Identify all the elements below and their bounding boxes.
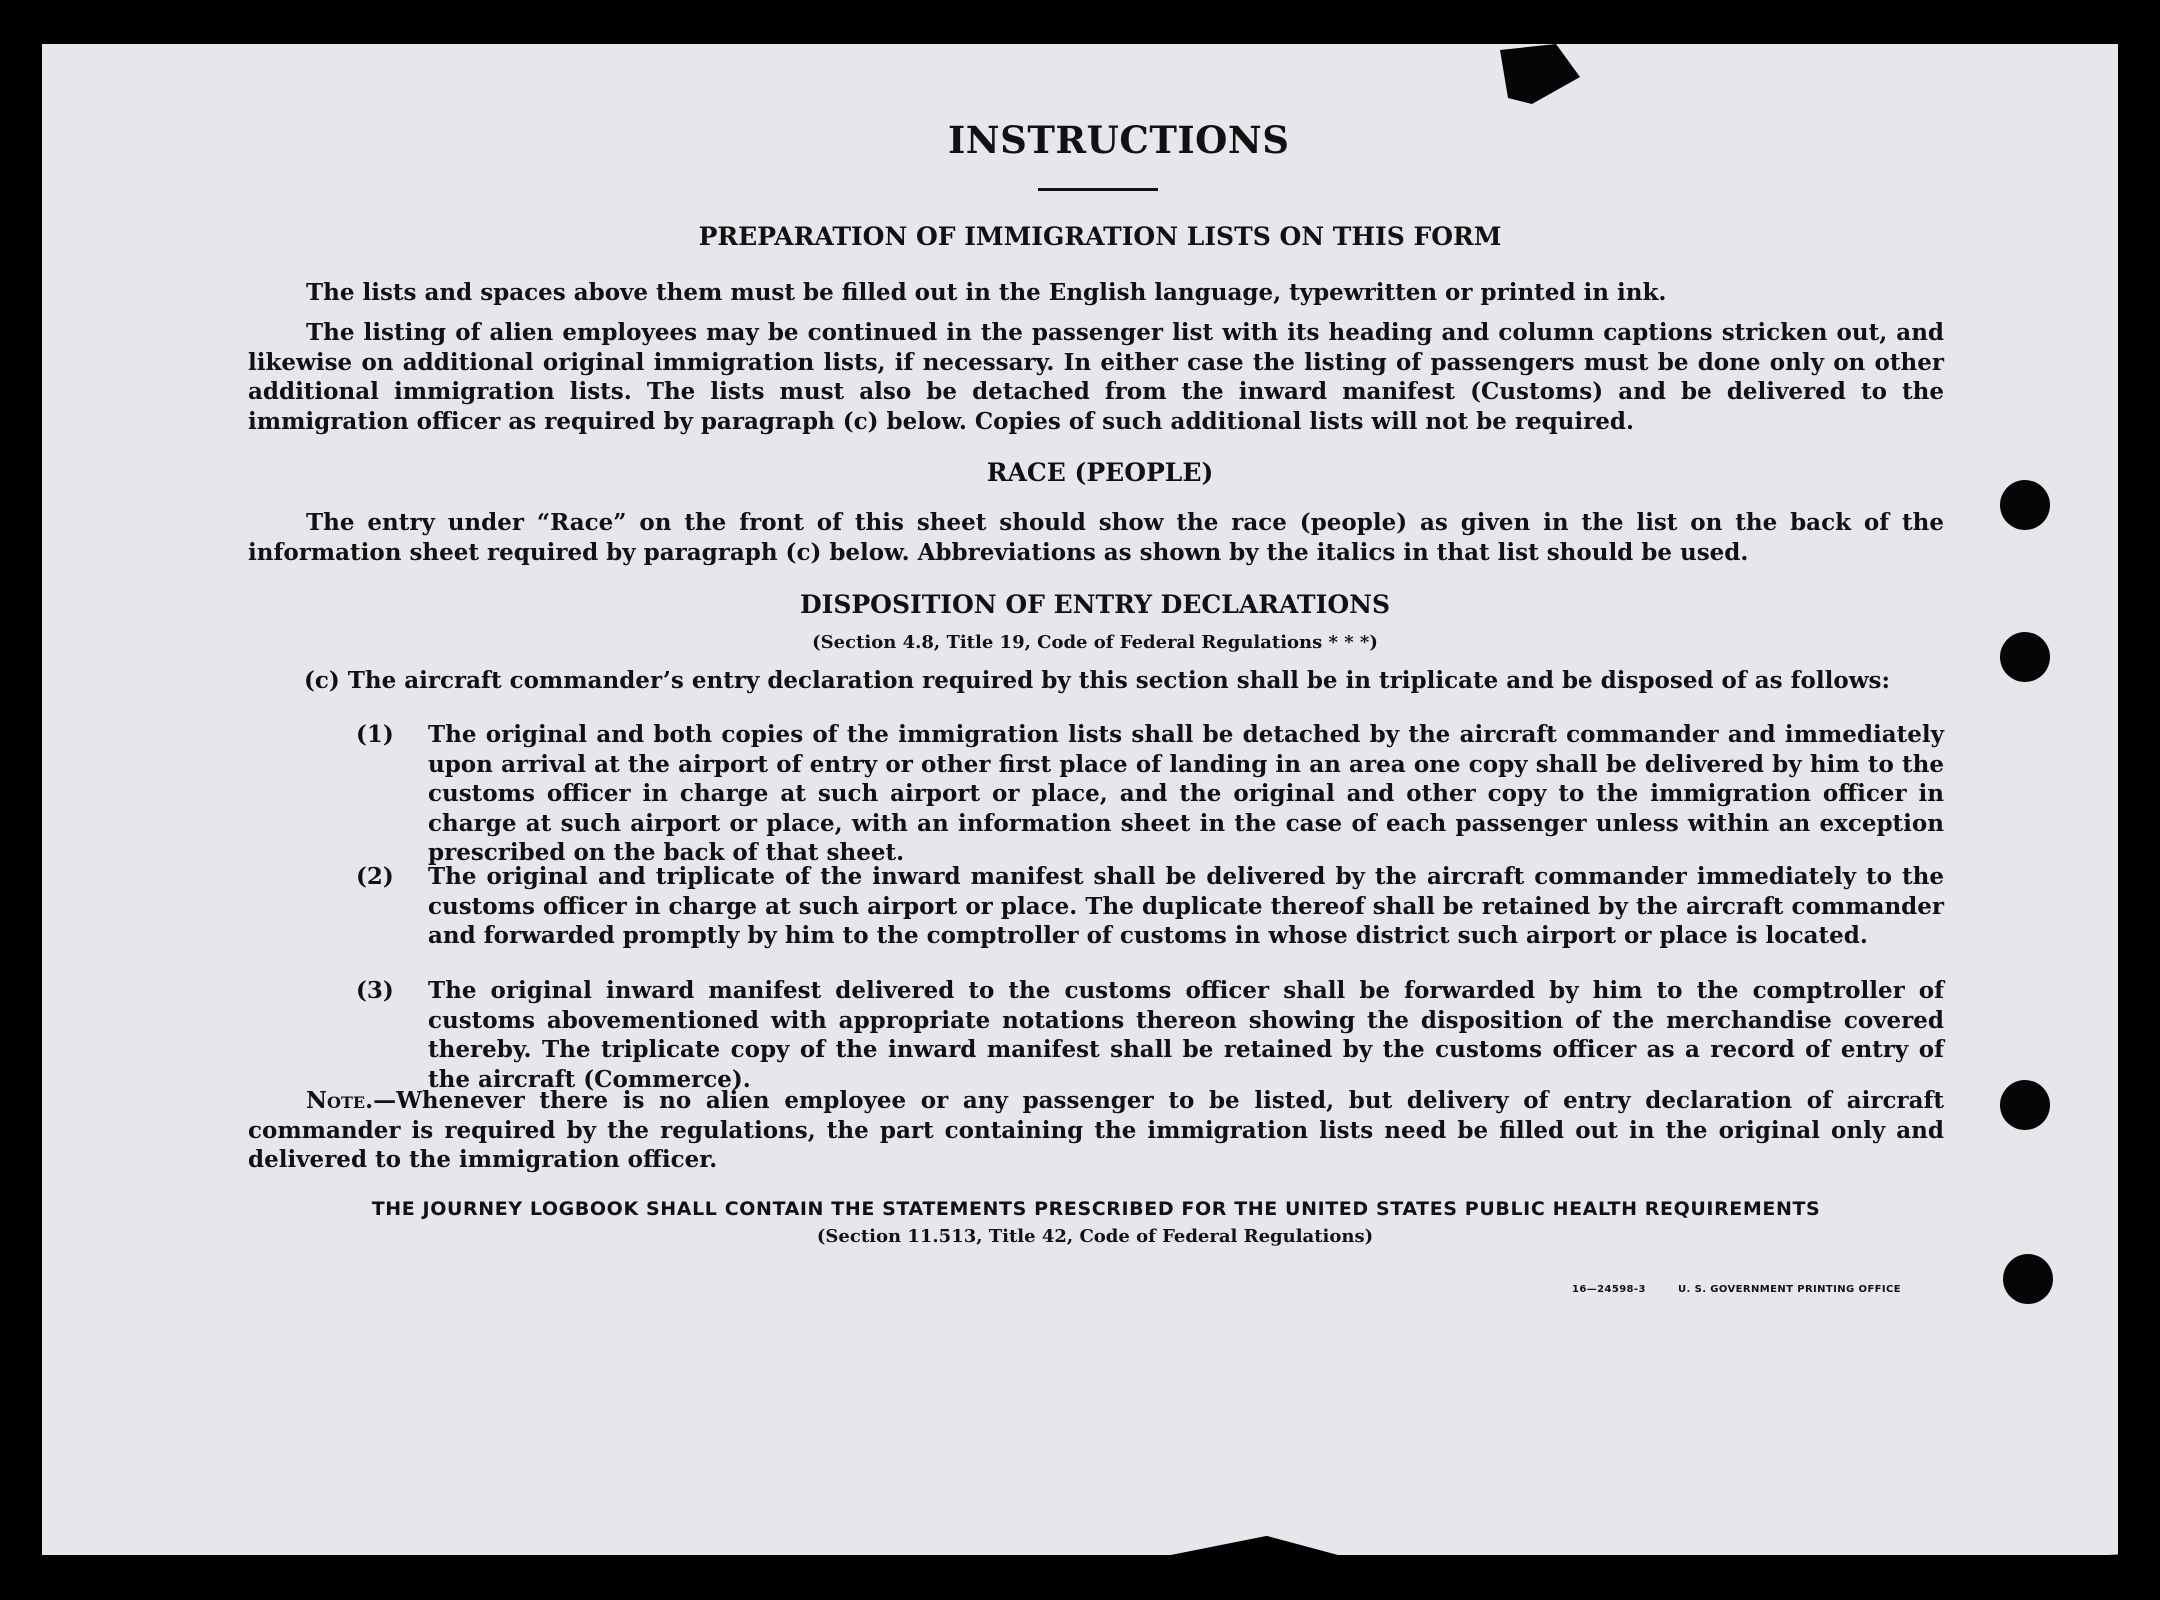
printer-imprint: U. S. GOVERNMENT PRINTING OFFICE <box>1678 1284 1901 1295</box>
prep-heading: PREPARATION OF IMMIGRATION LISTS ON THIS FORM <box>698 222 1502 251</box>
item-number: (3) <box>356 977 394 1004</box>
item-text: The original and both copies of the immigration lists shall be detached by the aircraft commander and immediately upon arrival at the airport of entry or other first place of landing in an area one copy shall be delivered by him to the customs officer in charge at such airport or place, and the original and other copy to the immigration officer in charge at such airport or place, with an information sheet in the case of each passenger unless within an exception prescribed on the back of that sheet. <box>428 721 1944 866</box>
page-title: INSTRUCTIONS <box>948 118 1290 162</box>
disposition-c-label: (c) <box>304 667 340 694</box>
item-text: The original and triplicate of the inward manifest shall be delivered by the aircraft commander immediately to the customs officer in charge at such airport or place. The duplicate thereof shall be retained by the aircraft commander and forwarded promptly by him to the comptroller of customs in whose district such airport or place is located. <box>428 863 1944 949</box>
disposition-reference: (Section 4.8, Title 19, Code of Federal Regulations * * *) <box>812 632 1378 653</box>
logbook-statement: THE JOURNEY LOGBOOK SHALL CONTAIN THE STATEMENTS PRESCRIBED FOR THE UNITED STATES PUBLIC HEALTH REQUIREMENTS <box>371 1198 1821 1220</box>
race-paragraph: The entry under “Race” on the front of this sheet should show the race (people) as given in the list on the back of the information sheet required by paragraph (c) below. Abbreviations as shown by the italics in that list should be used. <box>248 509 1944 566</box>
prep-paragraph-2: The listing of alien employees may be continued in the passenger list with its heading and column captions stricken out, and likewise on additional original immigration lists, if necessary. In either case the listing of passengers must be done only on other additional immigration lists. The lists must also be detached from the inward manifest (Customs) and be delivered to the immigration officer as required by paragraph (c) below. Copies of such additional lists will not be required. <box>248 319 1944 435</box>
note-lead: Note. <box>306 1087 374 1114</box>
disposition-c <box>304 666 1944 696</box>
logbook-reference: (Section 11.513, Title 42, Code of Federal Regulations) <box>816 1226 1374 1247</box>
item-number: (1) <box>356 721 394 748</box>
list-item <box>356 976 1944 1094</box>
list-item <box>356 862 1944 951</box>
disposition-c-text: The aircraft commander’s entry declaration required by this section shall be in triplicate and be disposed of as follows: <box>347 667 1890 694</box>
prep-paragraph-1: The lists and spaces above them must be filled out in the English language, typewritten or printed in ink. <box>306 279 1667 306</box>
list-item <box>356 720 1944 868</box>
note-text: —Whenever there is no alien employee or any passenger to be listed, but delivery of entry declaration of aircraft commander is required by the regulations, the part containing the immigration lists need be filled out in the original only and delivered to the immigration officer. <box>248 1087 1944 1173</box>
race-heading: RACE (PEOPLE) <box>986 458 1214 487</box>
disposition-heading: DISPOSITION OF ENTRY DECLARATIONS <box>799 590 1391 619</box>
note-paragraph <box>248 1086 1944 1175</box>
item-text: The original inward manifest delivered to the customs officer shall be forwarded by him to the comptroller of customs abovementioned with appropriate notations thereon showing the disposition of the merchandise covered thereby. The triplicate copy of the inward manifest shall be retained by the customs officer as a record of entry of the aircraft (Commerce). <box>428 977 1944 1093</box>
title-underline <box>1038 188 1158 191</box>
form-code: 16—24598-3 <box>1572 1284 1646 1295</box>
item-number: (2) <box>356 863 394 890</box>
